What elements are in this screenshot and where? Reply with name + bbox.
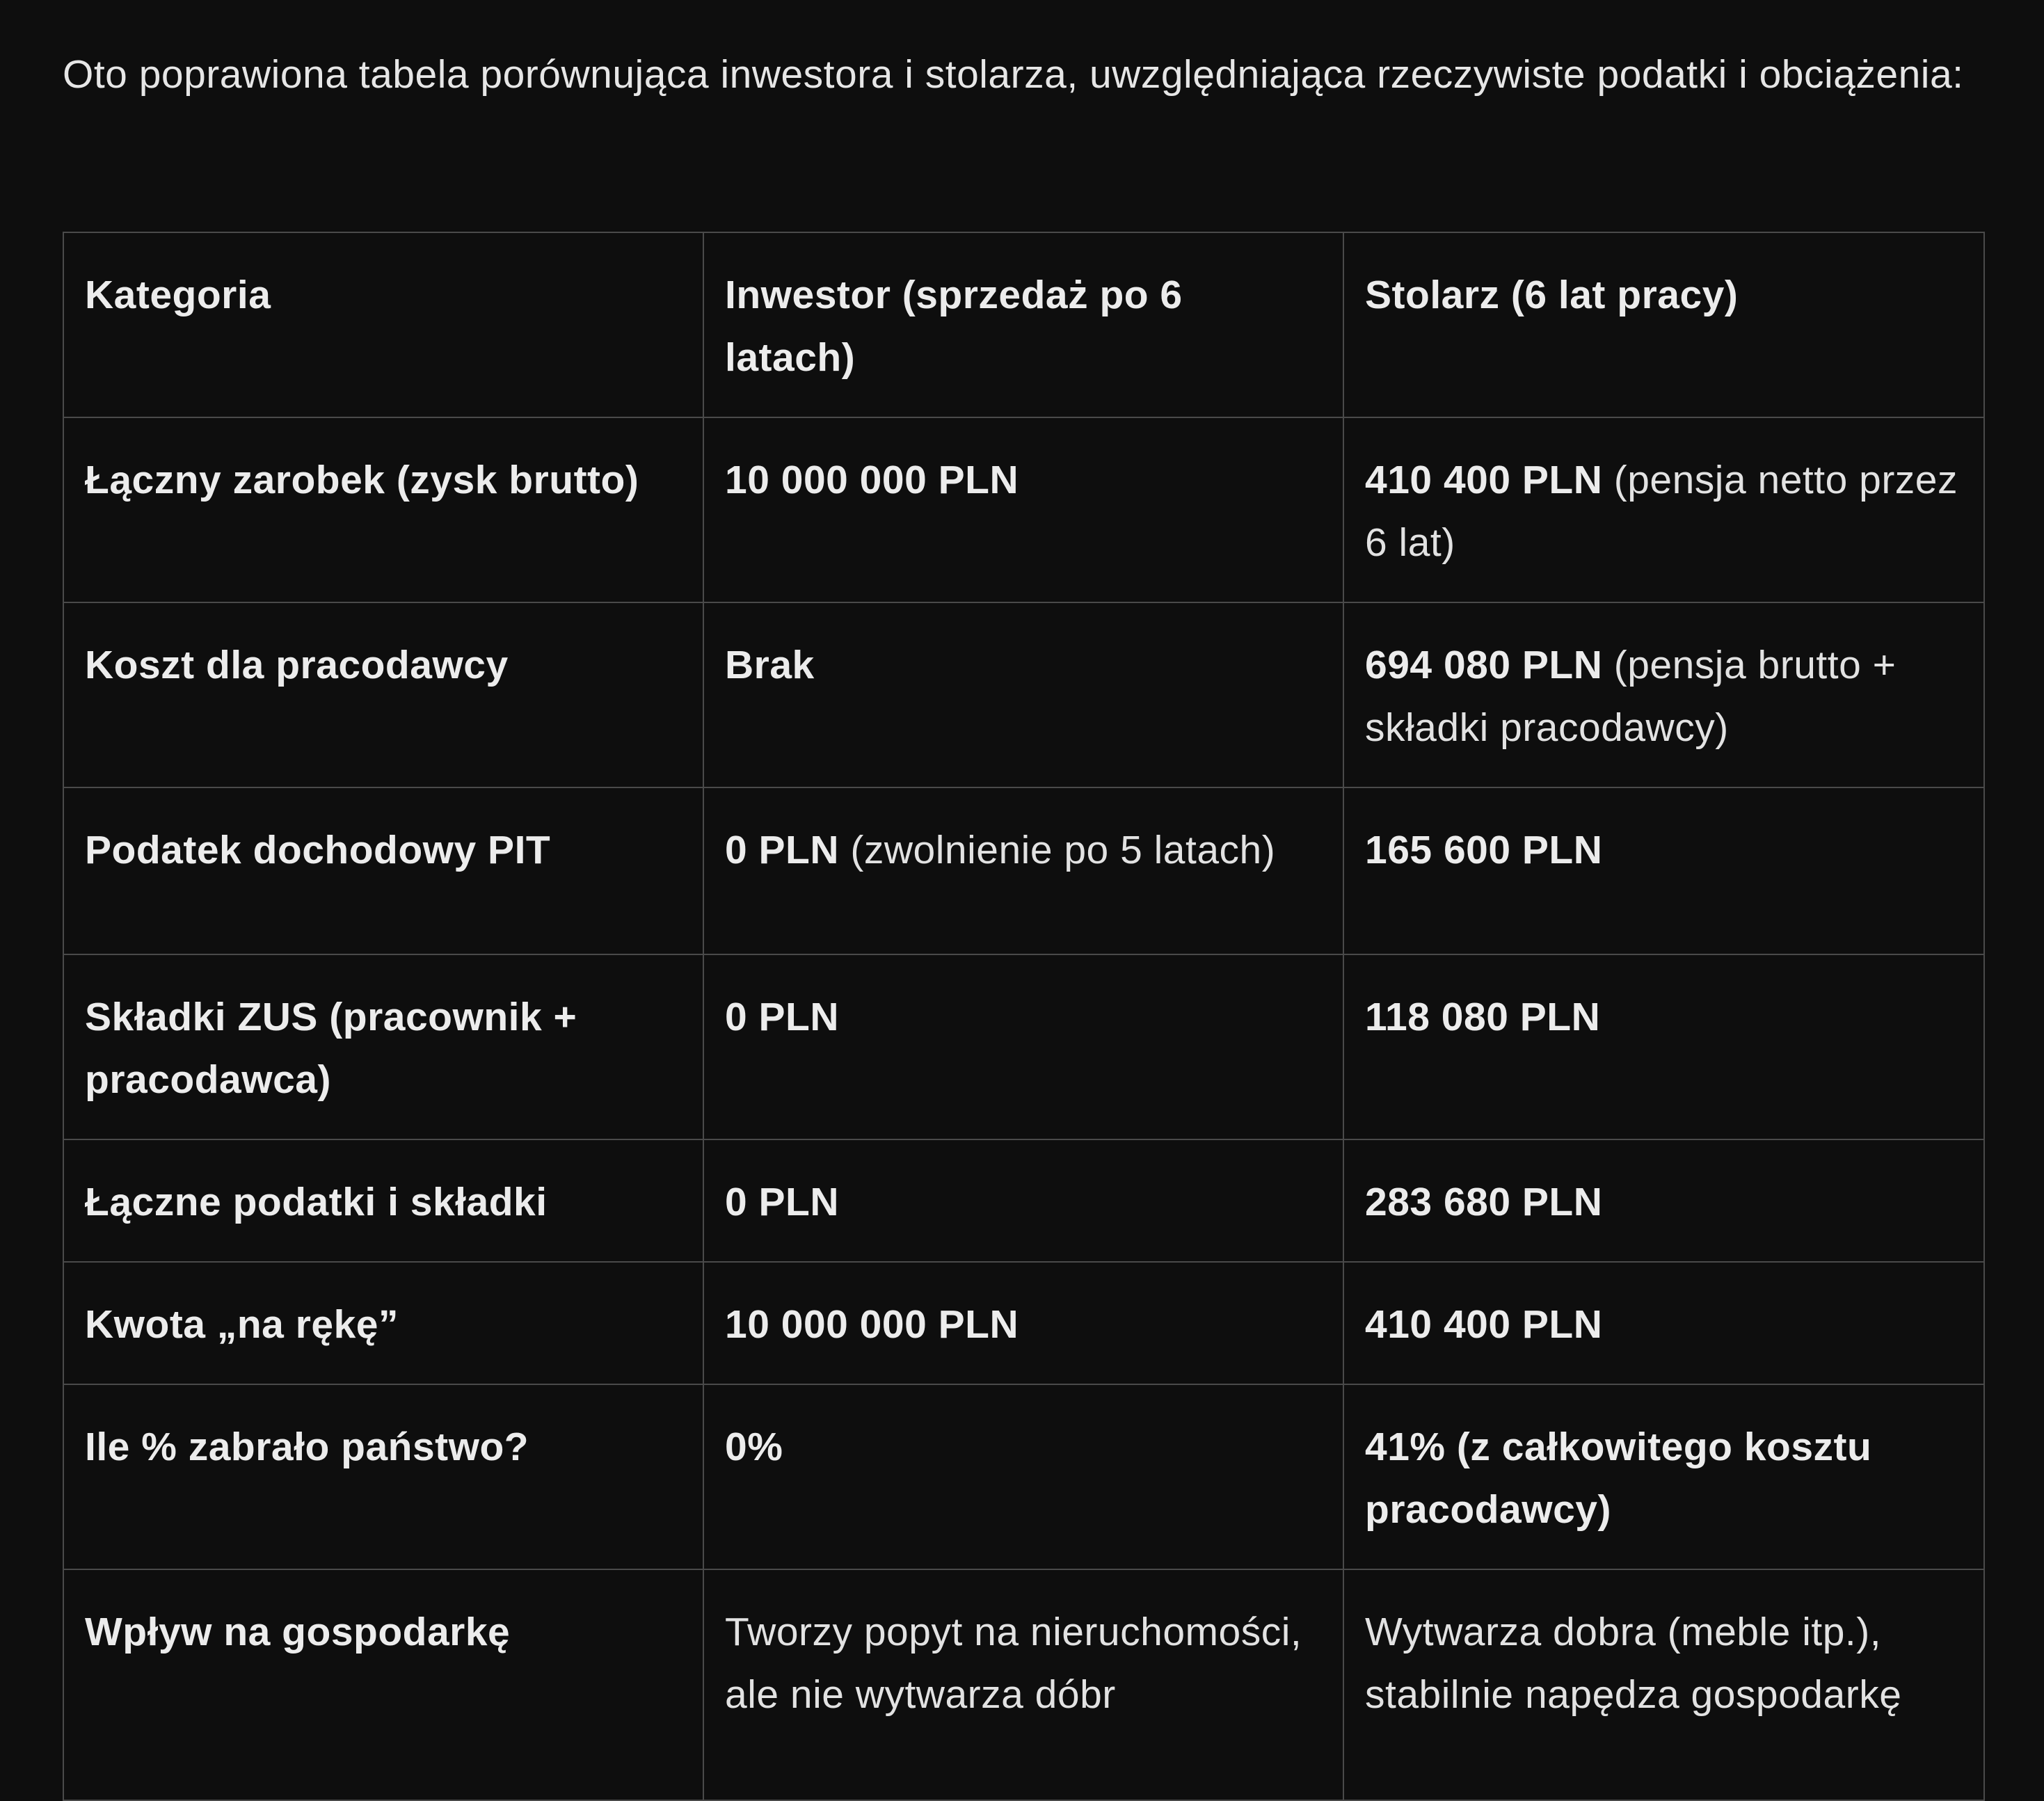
row-investor-value xyxy=(703,1569,1343,1800)
row-investor-value xyxy=(703,787,1343,954)
value-bold: 410 400 PLN xyxy=(1365,458,1603,502)
value-bold: 0% xyxy=(725,1425,783,1469)
row-investor-value xyxy=(703,1262,1343,1384)
row-carpenter-value xyxy=(1343,1569,1984,1800)
value-note: (pensja brutto + składki pracodawcy) xyxy=(1365,643,1897,750)
value-bold: 41% (z całkowitego kosztu pracodawcy) xyxy=(1365,1425,1872,1532)
row-category: Wpływ na gospodarkę xyxy=(63,1569,703,1800)
row-investor-value xyxy=(703,417,1343,602)
row-category: Łączny zarobek (zysk brutto) xyxy=(63,417,703,602)
value-bold: Brak xyxy=(725,643,815,687)
row-carpenter-value xyxy=(1343,417,1984,602)
row-carpenter-value xyxy=(1343,787,1984,954)
table-row xyxy=(63,1139,1984,1262)
value-note: (zwolnienie po 5 latach) xyxy=(839,828,1276,872)
value-bold: 0 PLN xyxy=(725,995,840,1039)
header-category: Kategoria xyxy=(63,232,703,417)
table-row xyxy=(63,1569,1984,1800)
header-carpenter: Stolarz (6 lat pracy) xyxy=(1343,232,1984,417)
value-bold: 10 000 000 PLN xyxy=(725,1302,1019,1347)
value-bold: 0 PLN xyxy=(725,828,840,872)
value-bold: 118 080 PLN xyxy=(1365,995,1601,1039)
row-carpenter-value xyxy=(1343,602,1984,787)
value-bold: 283 680 PLN xyxy=(1365,1180,1603,1224)
row-investor-value xyxy=(703,602,1343,787)
value-bold: 10 000 000 PLN xyxy=(725,458,1019,502)
row-category: Składki ZUS (pracownik + pracodawca) xyxy=(63,954,703,1139)
row-category: Ile % zabrało państwo? xyxy=(63,1384,703,1569)
row-carpenter-value xyxy=(1343,1262,1984,1384)
value-bold: 165 600 PLN xyxy=(1365,828,1603,872)
comparison-table xyxy=(63,232,1985,1801)
table-header-row xyxy=(63,232,1984,417)
row-investor-value xyxy=(703,954,1343,1139)
row-category: Kwota „na rękę” xyxy=(63,1262,703,1384)
table-row xyxy=(63,417,1984,602)
table-row xyxy=(63,954,1984,1139)
table-row xyxy=(63,1384,1984,1569)
value-note: Tworzy popyt na nieruchomości, ale nie wytwarza dóbr xyxy=(725,1610,1302,1717)
row-carpenter-value xyxy=(1343,1139,1984,1262)
row-category: Łączne podatki i składki xyxy=(63,1139,703,1262)
value-note: (pensja netto przez 6 lat) xyxy=(1365,458,1958,565)
table-row xyxy=(63,602,1984,787)
row-investor-value xyxy=(703,1139,1343,1262)
intro-paragraph: Oto poprawiona tabela porównująca inwestora i stolarza, uwzględniająca rzeczywiste podatki i obciążenia: xyxy=(63,52,1964,97)
table-row xyxy=(63,787,1984,954)
row-carpenter-value xyxy=(1343,954,1984,1139)
row-carpenter-value xyxy=(1343,1384,1984,1569)
row-category: Podatek dochodowy PIT xyxy=(63,787,703,954)
value-note: Wytwarza dobra (meble itp.), stabilnie napędza gospodarkę xyxy=(1365,1610,1902,1717)
table-row xyxy=(63,1262,1984,1384)
message-content xyxy=(63,43,1983,106)
header-investor: Inwestor (sprzedaż po 6 latach) xyxy=(703,232,1343,417)
value-bold: 410 400 PLN xyxy=(1365,1302,1603,1347)
value-bold: 0 PLN xyxy=(725,1180,840,1224)
row-investor-value xyxy=(703,1384,1343,1569)
row-category: Koszt dla pracodawcy xyxy=(63,602,703,787)
value-bold: 694 080 PLN xyxy=(1365,643,1603,687)
